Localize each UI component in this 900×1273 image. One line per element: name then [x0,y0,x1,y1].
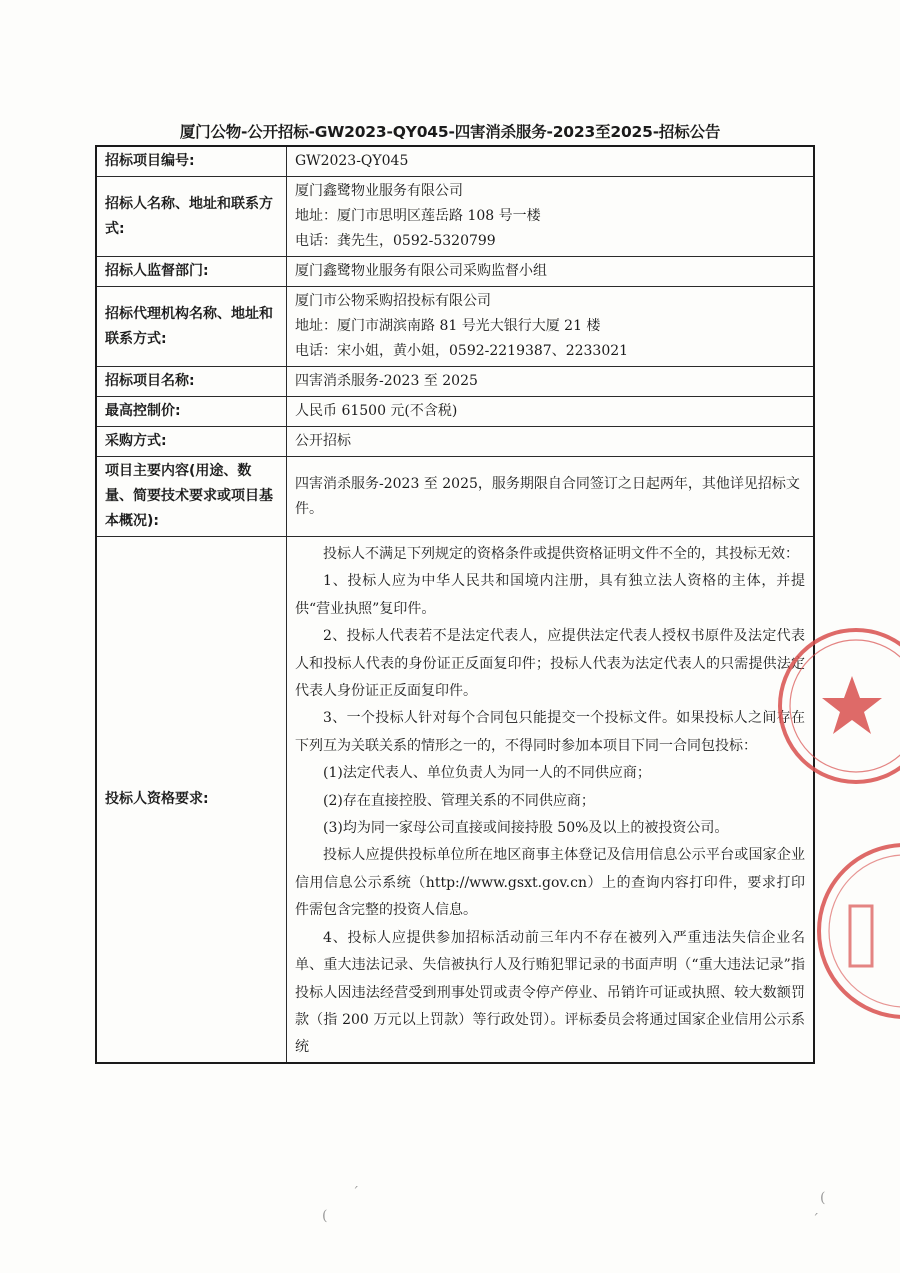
agency-address: 地址：厦门市湖滨南路 81 号光大银行大厦 21 楼 [295,318,601,334]
qual-credit-note: 投标人应提供投标单位所在地区商事主体登记及信用信息公示平台或国家企业信用信息公示系统（http://www.gsxt.gov.cn）上的查询内容打印件，要求打印件需包含完整的投资人信息。 [295,847,805,919]
row-method [96,427,814,457]
row-project-name [96,367,814,397]
agency-name: 厦门市公物采购招投标有限公司 [295,293,491,309]
value-max-price: 人民币 61500 元(不含税) [287,397,815,427]
value-tenderer [287,177,815,257]
label-tenderer: 招标人名称、地址和联系方式: [96,177,287,257]
label-supervisor: 招标人监督部门: [96,257,287,287]
row-max-price [96,397,814,427]
qual-item-3-sub-1: (1)法定代表人、单位负责人为同一人的不同供应商； [323,765,651,782]
row-agency [96,287,814,367]
company-seal-lower [810,836,900,1026]
label-qualification: 投标人资格要求: [96,537,287,1063]
label-project-no: 招标项目编号: [96,146,287,177]
qual-item-3-sub-3: (3)均为同一家母公司直接或间接持股 50%及以上的被投资公司。 [323,820,729,837]
value-content: 四害消杀服务-2023 至 2025，服务期限自合同签订之日起两年，其他详见招标文件。 [287,457,815,537]
qual-item-1: 1、投标人应为中华人民共和国境内注册，具有独立法人资格的主体，并提供“营业执照”复印件。 [295,573,805,617]
value-method: 公开招标 [287,427,815,457]
tenderer-phone: 电话：龚先生，0592-5320799 [295,233,496,249]
page-title: 厦门公物-公开招标-GW2023-QY045-四害消杀服务-2023至2025-招标公告 [179,123,721,141]
label-content: 项目主要内容(用途、数量、简要技术要求或项目基本概况): [96,457,287,537]
qual-item-2: 2、投标人代表若不是法定代表人，应提供法定代表人授权书原件及法定代表人和投标人代表的身份证正反面复印件；投标人代表为法定代表人的只需提供法定代表人身份证正反面复印件。 [295,628,805,700]
label-max-price: 最高控制价: [96,397,287,427]
qual-intro: 投标人不满足下列规定的资格条件或提供资格证明文件不全的，其投标无效： [323,546,799,562]
qual-item-3: 3、一个投标人针对每个合同包只能提交一个投标文件。如果投标人之间存在下列互为关联关系的情形之一的，不得同时参加本项目下同一合同包投标： [295,710,805,754]
row-project-no [96,146,814,177]
value-project-no: GW2023-QY045 [287,146,815,177]
company-seal-upper [778,618,900,793]
qual-item-3-sub-2: (2)存在直接控股、管理关系的不同供应商； [323,792,595,809]
agency-phone: 电话：宋小姐，黄小姐，0592-2219387、2233021 [295,343,629,359]
qual-item-4: 4、投标人应提供参加招标活动前三年内不存在被列入严重违法失信企业名单、重大违法记录、失信被执行人及行贿犯罪记录的书面声明（“重大违法记录”指投标人因违法经营受到刑事处罚或责令停产停业、吊销许可证或执照、较大数额罚款（指 200 万元以上罚款）等行政处罚）。评标委员会将通过国家企业信用公示系统 [295,929,805,1056]
tender-notice-table [95,145,815,1064]
label-project-name: 招标项目名称: [96,367,287,397]
value-agency [287,287,815,367]
tenderer-address: 地址：厦门市思明区莲岳路 108 号一楼 [295,208,541,224]
label-agency: 招标代理机构名称、地址和联系方式: [96,287,287,367]
row-qualification [96,537,814,1063]
row-tenderer [96,177,814,257]
tenderer-name: 厦门鑫鹭物业服务有限公司 [295,183,463,199]
value-supervisor: 厦门鑫鹭物业服务有限公司采购监督小组 [287,257,815,287]
row-supervisor [96,257,814,287]
value-qualification [287,537,815,1063]
row-content [96,457,814,537]
label-method: 采购方式: [96,427,287,457]
value-project-name: 四害消杀服务-2023 至 2025 [287,367,815,397]
